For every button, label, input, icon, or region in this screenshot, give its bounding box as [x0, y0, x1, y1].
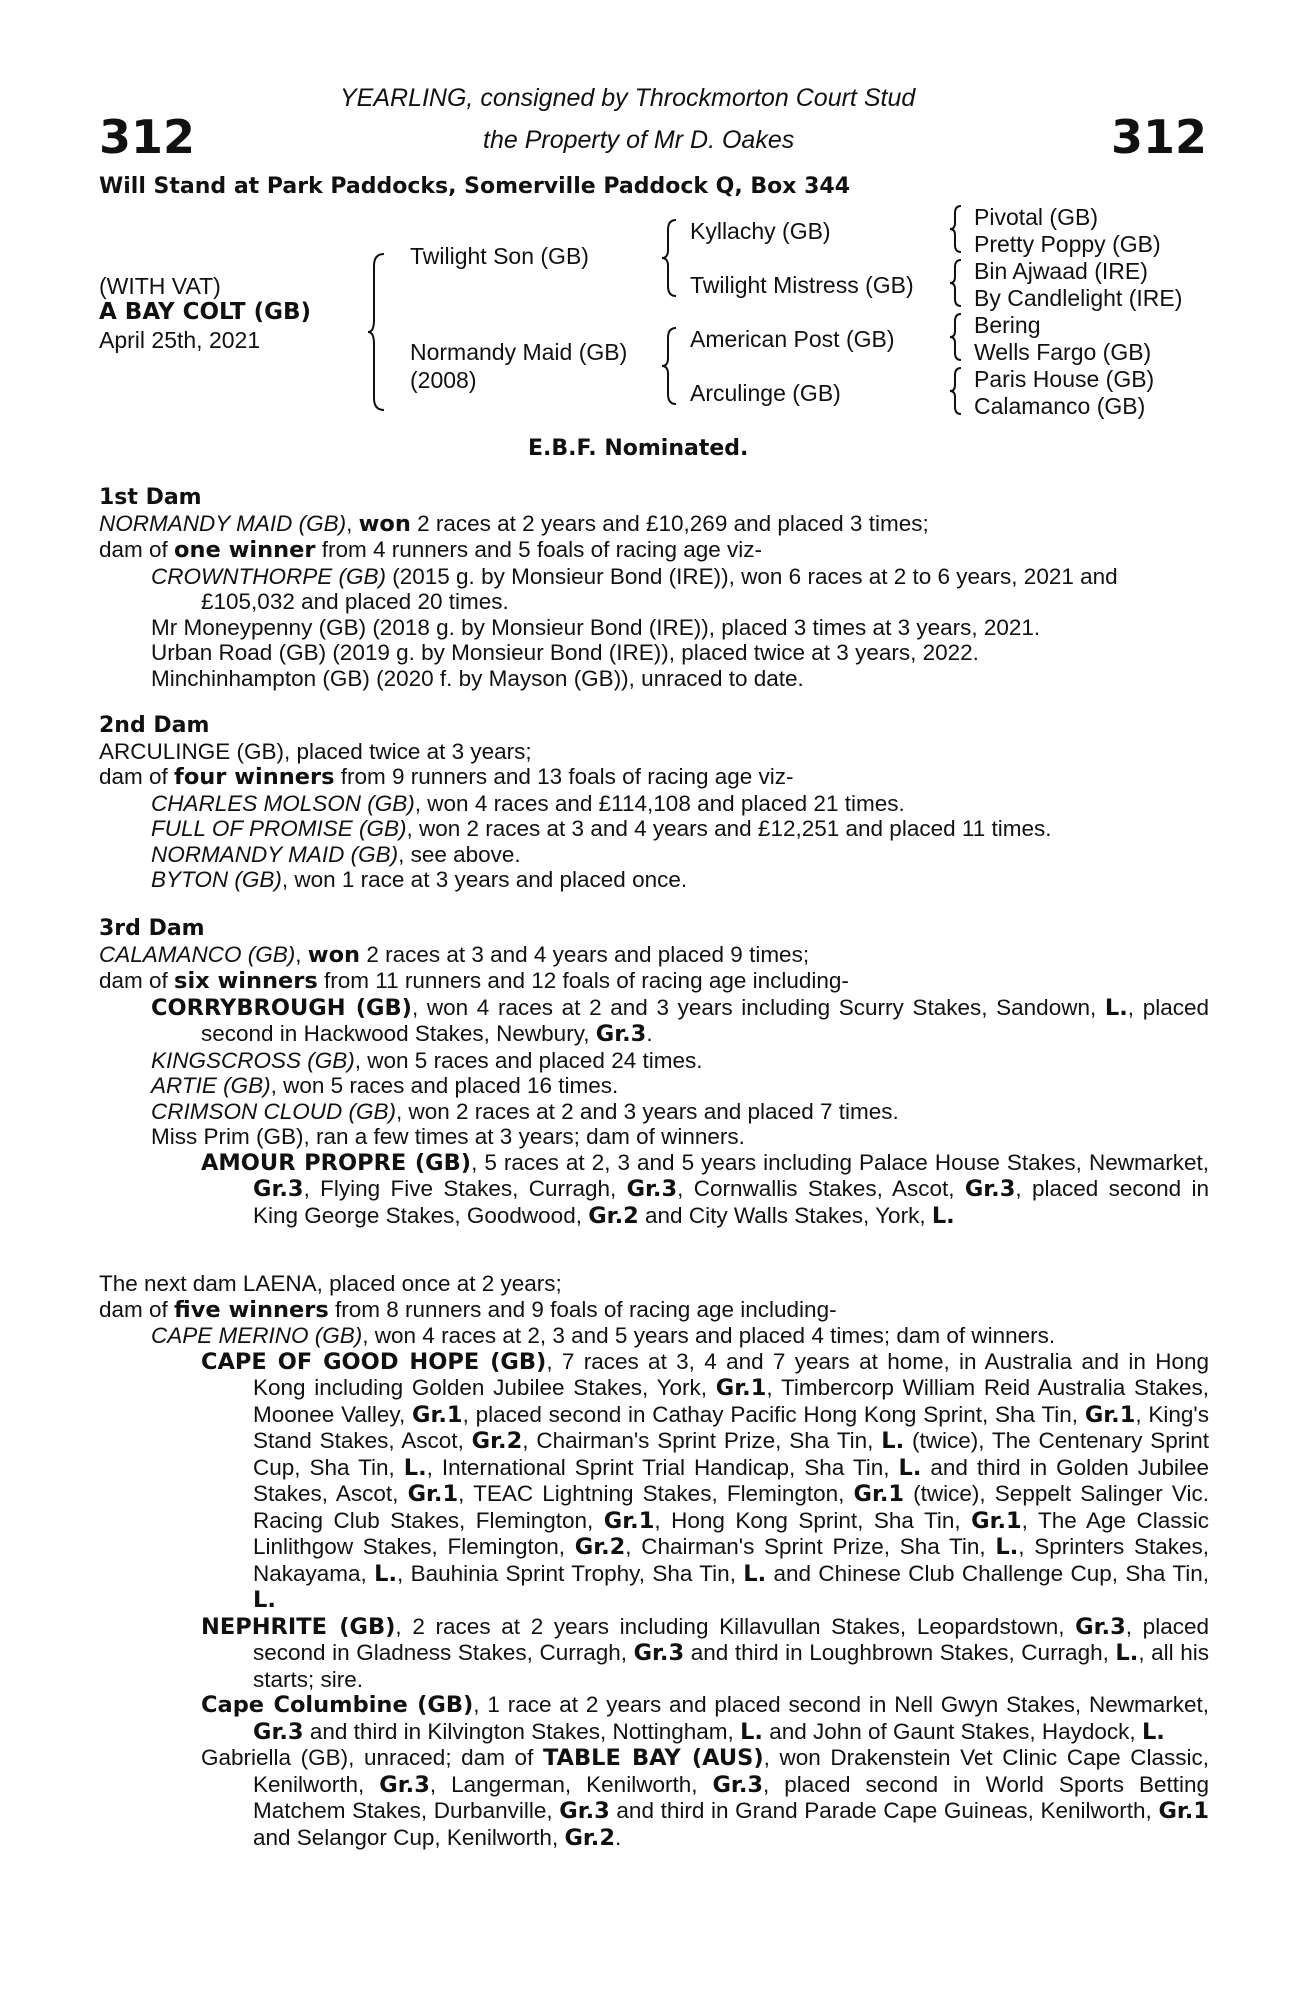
produce-text: , placed second in King George Stakes, Goodwood,: [253, 1176, 1210, 1228]
third-dam-heading: 3rd Dam: [99, 916, 205, 941]
produce-text: , Chairman's Sprint Prize, Sha Tin,: [625, 1534, 996, 1559]
produce-text: .: [646, 1021, 653, 1046]
grade-label: Gr.3: [712, 1771, 764, 1798]
grade-label: L.: [403, 1454, 427, 1481]
produce-crimson-cloud: [99, 1099, 1209, 1125]
lot-number-left: 312: [99, 110, 196, 164]
comma: ,: [346, 510, 359, 536]
won-label: won: [307, 941, 361, 968]
produce-text: and third in Kilvington Stakes, Nottingham,: [303, 1718, 741, 1744]
produce-record: , see above.: [398, 841, 521, 867]
produce-record: , won 5 races and placed 16 times.: [270, 1073, 619, 1098]
summary-text: from 4 runners and 5 foals of racing age viz-: [315, 537, 762, 562]
produce-text: , 1 race at 2 years and placed second in Nell Gwyn Stakes, Newmarket,: [473, 1692, 1210, 1717]
produce-text: , King's Stand Stakes, Ascot,: [253, 1401, 1209, 1453]
foaling-date: April 25th, 2021: [99, 327, 261, 353]
ancestor-calamanco: Calamanco (GB): [974, 393, 1146, 419]
produce-name: CAPE OF GOOD HOPE (GB): [201, 1348, 547, 1375]
grade-label: L.: [931, 1202, 955, 1229]
grade-label: Gr.1: [407, 1481, 459, 1507]
summary-prefix: dam of: [99, 1296, 175, 1322]
produce-text: , 2 races at 2 years including Killavullan Stakes, Leopardstown,: [395, 1613, 1076, 1639]
produce-normandy-maid: [99, 842, 1209, 868]
produce-record: , won 4 races at 2, 3 and 5 years and placed 4 times; dam of winners.: [362, 1323, 1056, 1348]
produce-text: and John of Gaunt Stakes, Haydock,: [762, 1718, 1142, 1744]
grade-label: Gr.3: [964, 1176, 1016, 1202]
pedigree-brace-main: [366, 252, 390, 412]
property-line: the Property of Mr D. Oakes: [483, 126, 795, 154]
ancestor-wells-fargo: Wells Fargo (GB): [974, 339, 1152, 365]
grade-label: L.: [1104, 994, 1128, 1021]
stand-location: Will Stand at Park Paddocks, Somerville Paddock Q, Box 344: [99, 174, 851, 199]
third-dam-section: [99, 916, 1209, 1229]
produce-text: , The Age Classic Linlithgow Stakes, Flemington,: [253, 1507, 1209, 1559]
first-dam-heading: 1st Dam: [99, 485, 202, 510]
record-text: 2 races at 3 and 4 years and placed 9 times;: [360, 941, 810, 967]
produce-minchinhampton: Minchinhampton (GB) (2020 f. by Mayson (GB)), unraced to date.: [151, 665, 804, 691]
produce-text: , placed second in Cathay Pacific Hong Kong Sprint, Sha Tin,: [462, 1401, 1085, 1427]
produce-text: , 5 races at 2, 3 and 5 years including Palace House Stakes, Newmarket,: [471, 1149, 1209, 1175]
grade-label: Gr.3: [559, 1798, 610, 1824]
pedigree-brace-sire: [660, 218, 680, 298]
produce-text: and Selangor Cup, Kenilworth,: [253, 1824, 565, 1850]
ebf-nomination: E.B.F. Nominated.: [528, 436, 749, 461]
winner-count: six winners: [174, 968, 318, 994]
produce-text: , placed second in Gladness Stakes, Curragh,: [253, 1613, 1209, 1665]
produce-charles-molson: [99, 791, 1209, 817]
dam-sire: American Post (GB): [690, 326, 895, 352]
produce-text: , International Sprint Trial Handicap, Sha Tin,: [426, 1454, 899, 1480]
grade-label: L.: [881, 1428, 905, 1454]
produce-name: CORRYBROUGH (GB): [151, 994, 412, 1021]
produce-name: ARTIE (GB): [151, 1073, 271, 1098]
produce-mr-moneypenny: Mr Moneypenny (GB) (2018 g. by Monsieur Bond (IRE)), placed 3 times at 3 years, 2021.: [151, 614, 1041, 640]
produce-nephrite: [99, 1614, 1209, 1693]
separator: ,: [295, 941, 308, 967]
produce-text: , placed second in Hackwood Stakes, Newbury,: [201, 994, 1209, 1046]
produce-name: CHARLES MOLSON (GB): [151, 790, 415, 816]
produce-artie: [99, 1073, 1209, 1099]
produce-text: , placed second in World Sports Betting Matchem Stakes, Durbanville,: [253, 1771, 1209, 1823]
summary-text: from 8 runners and 9 foals of racing age including-: [328, 1296, 837, 1322]
won-label: won: [358, 510, 411, 537]
produce-text: , Flying Five Stakes, Curragh,: [303, 1176, 627, 1201]
vat-note: (WITH VAT): [99, 273, 221, 299]
grade-label: Gr.3: [379, 1771, 430, 1798]
third-dam-produce-summary: [99, 968, 1209, 995]
summary-prefix: dam of: [99, 764, 175, 789]
produce-name: BYTON (GB): [151, 867, 282, 892]
produce-name: TABLE BAY (AUS): [542, 1745, 764, 1771]
grade-label: Gr.3: [1075, 1613, 1126, 1640]
ancestor-bering: Bering: [974, 312, 1041, 338]
lot-title: A BAY COLT (GB): [99, 299, 312, 325]
ancestor-pivotal: Pivotal (GB): [974, 204, 1098, 230]
winner-count: four winners: [174, 764, 335, 790]
grade-label: L.: [1141, 1718, 1165, 1745]
grade-label: Gr.3: [633, 1640, 685, 1666]
produce-corrybrough: [99, 995, 1209, 1048]
produce-byton: [99, 867, 1209, 893]
second-dam-heading: 2nd Dam: [99, 713, 210, 738]
produce-text: , Sprinters Stakes, Nakayama,: [253, 1534, 1209, 1586]
pedigree-brace-g1: [948, 204, 964, 254]
grade-label: L.: [995, 1534, 1019, 1560]
lot-number-right: 312: [1110, 110, 1207, 164]
grade-label: Gr.1: [412, 1401, 463, 1428]
grade-label: Gr.3: [253, 1718, 304, 1745]
produce-text: , Chairman's Sprint Prize, Sha Tin,: [522, 1428, 882, 1453]
record-text: 2 races at 2 years and £10,269 and placed 3 times;: [410, 510, 929, 536]
produce-miss-prim: Miss Prim (GB), ran a few times at 3 years; dam of winners.: [151, 1124, 745, 1149]
second-dam-section: [99, 713, 1209, 893]
first-dam-produce-summary: [99, 537, 1209, 564]
dam-name: CALAMANCO (GB): [99, 941, 296, 967]
summary-prefix: dam of: [99, 537, 175, 562]
grade-label: Gr.3: [253, 1176, 304, 1202]
dam-dam: Arculinge (GB): [690, 380, 841, 406]
produce-text: and third in Loughbrown Stakes, Curragh,: [684, 1640, 1116, 1665]
grade-label: L.: [740, 1718, 763, 1745]
produce-name: AMOUR PROPRE (GB): [201, 1149, 472, 1176]
grade-label: Gr.1: [715, 1375, 767, 1401]
produce-text: , Cornwallis Stakes, Ascot,: [677, 1176, 965, 1201]
produce-name: KINGSCROSS (GB): [151, 1047, 355, 1073]
grade-label: Gr.2: [471, 1428, 523, 1454]
next-dam-produce-summary: [99, 1297, 1209, 1324]
produce-name: NEPHRITE (GB): [201, 1613, 396, 1640]
grade-label: L.: [743, 1560, 767, 1587]
produce-record: , won 2 races at 3 and 4 years and £12,251 and placed 11 times.: [406, 816, 1052, 841]
grade-label: L.: [898, 1454, 922, 1481]
sire-sire: Kyllachy (GB): [690, 218, 831, 244]
produce-text: , won 4 races at 2 and 3 years including Scurry Stakes, Sandown,: [411, 994, 1105, 1020]
grade-label: Gr.1: [1158, 1798, 1209, 1824]
produce-text: , Langerman, Kenilworth,: [429, 1771, 713, 1797]
ancestor-bin-ajwaad: Bin Ajwaad (IRE): [974, 258, 1148, 284]
produce-text: and third in Grand Parade Cape Guineas, Kenilworth,: [609, 1798, 1159, 1823]
produce-name: CRIMSON CLOUD (GB): [151, 1098, 397, 1124]
produce-text: and third in Golden Jubilee Stakes, Ascot,: [253, 1454, 1210, 1506]
next-dam-record: The next dam LAENA, placed once at 2 years;: [99, 1271, 562, 1296]
produce-name: CROWNTHORPE (GB): [151, 563, 386, 589]
dam-name: NORMANDY MAID (GB): [99, 510, 347, 536]
produce-name: Cape Columbine (GB): [201, 1692, 474, 1718]
produce-gabriella: [99, 1745, 1209, 1851]
produce-record: (2015 g. by Monsieur Bond (IRE)), won 6 races at 2 to 6 years, 2021 and £105,032 and placed 20 times.: [201, 563, 1118, 614]
produce-text: , all his starts; sire.: [253, 1640, 1209, 1692]
produce-record: , won 4 races and £114,108 and placed 21 times.: [414, 790, 905, 816]
pedigree-brace-dam: [660, 326, 680, 406]
grade-label: Gr.3: [626, 1176, 678, 1202]
grade-label: Gr.1: [603, 1507, 655, 1534]
produce-text: and Chinese Club Challenge Cup, Sha Tin,: [766, 1560, 1209, 1586]
produce-text: , Hong Kong Sprint, Sha Tin,: [654, 1507, 972, 1533]
ancestor-pretty-poppy: Pretty Poppy (GB): [974, 231, 1161, 257]
produce-text: , 7 races at 3, 4 and 7 years at home, in Australia and in Hong Kong including Golden Jubilee Stakes, York,: [253, 1348, 1209, 1400]
grade-label: Gr.2: [588, 1202, 639, 1229]
produce-amour-propre: [99, 1150, 1209, 1230]
pedigree-brace-g4: [948, 366, 964, 416]
grade-label: Gr.1: [1084, 1401, 1136, 1428]
grade-label: L.: [374, 1560, 398, 1587]
produce-kingscross: [99, 1048, 1209, 1074]
winner-count: five winners: [174, 1296, 329, 1323]
produce-text: (twice), Seppelt Salinger Vic. Racing Club Stakes, Flemington,: [253, 1481, 1210, 1533]
produce-text: , won Drakenstein Vet Clinic Cape Classic, Kenilworth,: [253, 1745, 1210, 1797]
produce-text: .: [615, 1824, 622, 1850]
dam-year: (2008): [410, 367, 477, 393]
produce-cape-of-good-hope: [99, 1349, 1209, 1614]
grade-label: Gr.3: [595, 1021, 647, 1047]
produce-crownthorpe: [99, 564, 1209, 615]
next-dam-section: [99, 1271, 1209, 1851]
second-dam-produce-summary: [99, 764, 1209, 791]
summary-text: from 11 runners and 12 foals of racing age including-: [317, 968, 849, 993]
sire-dam: Twilight Mistress (GB): [690, 272, 914, 298]
produce-name: CAPE MERINO (GB): [151, 1323, 363, 1348]
grade-label: Gr.2: [574, 1534, 626, 1560]
produce-cape-merino: [99, 1323, 1209, 1349]
grade-label: Gr.2: [564, 1824, 616, 1851]
produce-name: FULL OF PROMISE (GB): [151, 816, 407, 841]
produce-record: , won 2 races at 2 and 3 years and placed 7 times.: [396, 1098, 899, 1124]
summary-text: from 9 runners and 13 foals of racing age viz-: [334, 764, 794, 789]
produce-record: , won 1 race at 3 years and placed once.: [281, 867, 688, 892]
first-dam-section: [99, 485, 1209, 691]
produce-text: (twice), The Centenary Sprint Cup, Sha Tin,: [253, 1428, 1209, 1480]
first-dam-record: [99, 511, 1209, 538]
consignment-line: YEARLING, consigned by Throckmorton Court Stud: [340, 84, 916, 112]
winner-count: one winner: [174, 537, 316, 563]
pedigree-brace-g2: [948, 258, 964, 308]
grade-label: L.: [253, 1587, 276, 1613]
produce-text: , TEAC Lightning Stakes, Flemington,: [458, 1481, 854, 1506]
produce-text: and City Walls Stakes, York,: [638, 1202, 932, 1228]
third-dam-record: [99, 942, 1209, 969]
produce-text: , Bauhinia Sprint Trophy, Sha Tin,: [397, 1560, 744, 1586]
pedigree-brace-g3: [948, 312, 964, 362]
produce-record: , won 5 races and placed 24 times.: [354, 1047, 703, 1073]
produce-text: , Timbercorp William Reid Australia Stakes, Moonee Valley,: [253, 1375, 1209, 1427]
sire: Twilight Son (GB): [410, 243, 589, 269]
ancestor-by-candlelight: By Candlelight (IRE): [974, 285, 1183, 311]
dam: Normandy Maid (GB): [410, 339, 628, 365]
produce-text: Gabriella (GB), unraced; dam of: [201, 1745, 543, 1770]
produce-cape-columbine: [99, 1692, 1209, 1745]
produce-urban-road: Urban Road (GB) (2019 g. by Monsieur Bond (IRE)), placed twice at 3 years, 2022.: [151, 640, 979, 665]
second-dam-record: ARCULINGE (GB), placed twice at 3 years;: [99, 738, 532, 764]
summary-prefix: dam of: [99, 968, 175, 993]
ancestor-paris-house: Paris House (GB): [974, 366, 1155, 392]
grade-label: Gr.1: [971, 1507, 1022, 1534]
produce-full-of-promise: [99, 816, 1209, 842]
grade-label: L.: [1115, 1640, 1139, 1666]
produce-name: NORMANDY MAID (GB): [151, 841, 399, 867]
grade-label: Gr.1: [853, 1481, 905, 1507]
